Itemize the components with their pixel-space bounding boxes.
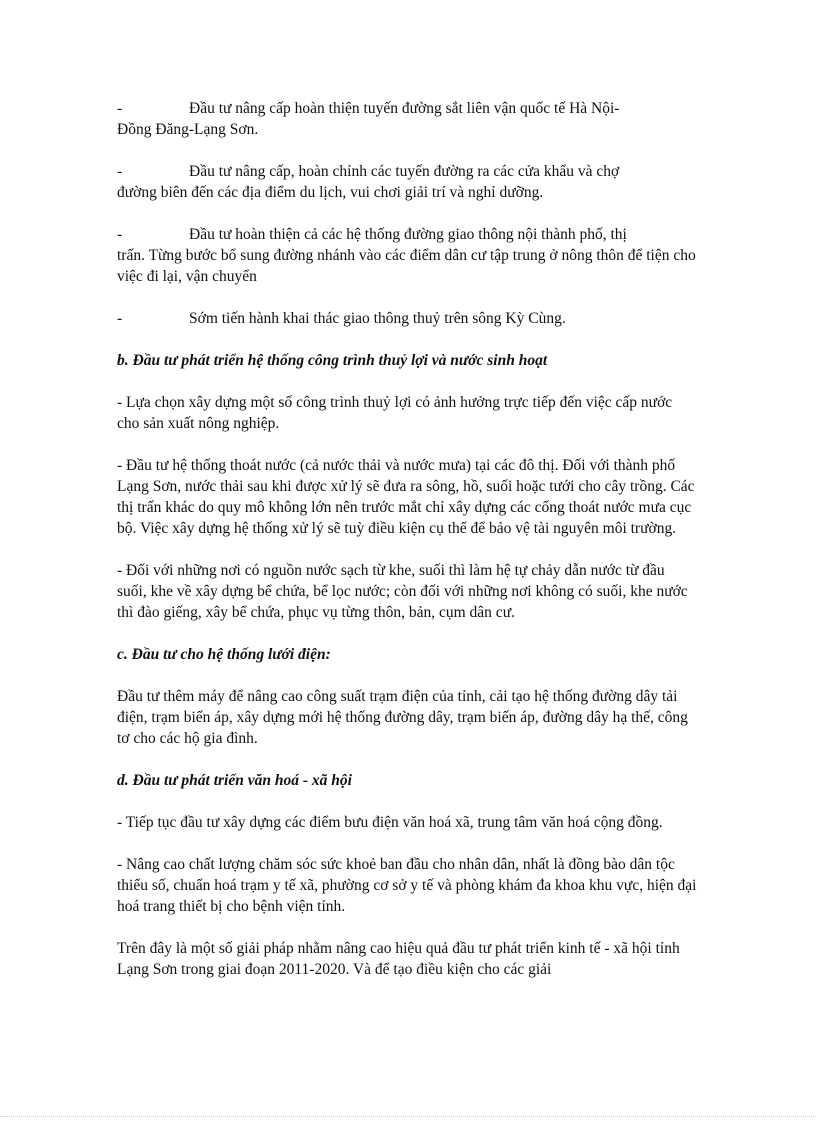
bullet-item <box>117 224 697 287</box>
bullet-item <box>117 98 697 140</box>
bullet-dash: - <box>117 226 123 243</box>
bullet-text-first-line: Đầu tư hoàn thiện cả các hệ thống đường giao thông nội thành phố, thị <box>189 226 627 243</box>
paragraph: - Đối với những nơi có nguồn nước sạch từ khe, suối thì làm hệ tự chảy dẫn nước từ đầu suối, khe về xây dựng bể chứa, bể lọc nước; còn đối với những nơi không có suối, khe nước thì đào giếng, xây bể chứa, phục vụ từng thôn, bản, cụm dân cư. <box>117 562 688 621</box>
paragraph: Đầu tư thêm máy để nâng cao công suất trạm điện của tỉnh, cải tạo hệ thống đường dây tải điện, trạm biến áp, xây dựng mới hệ thống đường dây, trạm biến áp, đường dây hạ thế, công tơ cho các hộ gia đình. <box>117 688 688 747</box>
section-heading-b: b. Đầu tư phát triển hệ thống công trình thuỷ lợi và nước sinh hoạt <box>117 352 548 369</box>
paragraph: - Tiếp tục đầu tư xây dựng các điểm bưu điện văn hoá xã, trung tâm văn hoá cộng đồng. <box>117 814 663 831</box>
bullet-item <box>117 308 697 329</box>
bullet-dash: - <box>117 310 123 327</box>
bullet-item <box>117 161 697 203</box>
document-body <box>117 98 697 1001</box>
bullet-dash: - <box>117 100 123 117</box>
paragraph: - Nâng cao chất lượng chăm sóc sức khoẻ ban đầu cho nhân dân, nhất là đồng bào dân tộc thiểu số, chuẩn hoá trạm y tế xã, phường cơ sở y tế và phòng khám đa khoa khu vực, hiện đại hoá trang thiết bị cho bệnh viện tỉnh. <box>117 856 697 915</box>
paragraph: Trên đây là một số giải pháp nhằm nâng cao hiệu quả đầu tư phát triển kinh tế - xã hội tỉnh Lạng Sơn trong giai đoạn 2011-2020. Và để tạo điều kiện cho các giải <box>117 940 680 978</box>
section-heading-c: c. Đầu tư cho hệ thống lưới điện: <box>117 646 331 663</box>
bullet-text-first-line: Đầu tư nâng cấp, hoàn chỉnh các tuyến đường ra các cửa khẩu và chợ <box>189 163 620 180</box>
bullet-text-continuation: trấn. Từng bước bổ sung đường nhánh vào các điểm dân cư tập trung ở nông thôn để tiện cho việc đi lại, vận chuyển <box>117 247 696 285</box>
section-heading-d: d. Đầu tư phát triển văn hoá - xã hội <box>117 772 352 789</box>
paragraph: - Lựa chọn xây dựng một số công trình thuỷ lợi có ảnh hưởng trực tiếp đến việc cấp nước cho sản xuất nông nghiệp. <box>117 394 673 432</box>
bullet-text-continuation: đường biên đến các địa điểm du lịch, vui chơi giải trí và nghỉ dưỡng. <box>117 184 544 201</box>
bullet-text-first-line: Đầu tư nâng cấp hoàn thiện tuyến đường sắt liên vận quốc tế Hà Nội- <box>189 100 620 117</box>
bullet-text-continuation: Đồng Đăng-Lạng Sơn. <box>117 121 259 138</box>
bullet-dash: - <box>117 163 123 180</box>
bullet-text-first-line: Sớm tiến hành khai thác giao thông thuỷ trên sông Kỳ Cùng. <box>189 310 566 327</box>
paragraph: - Đầu tư hệ thống thoát nước (cả nước thải và nước mưa) tại các đô thị. Đối với thành phố Lạng Sơn, nước thải sau khi được xử lý sẽ đưa ra sông, hồ, suối hoặc tưới cho cây trồng. Các thị trấn khác do quy mô không lớn nên trước mắt chỉ xây dựng các cống thoát nước mưa cục bộ. Việc xây dựng hệ thống xử lý sẽ tuỳ điều kiện cụ thể để bảo vệ tài nguyên môi trường. <box>117 457 695 537</box>
page-bottom-divider <box>0 1116 816 1117</box>
